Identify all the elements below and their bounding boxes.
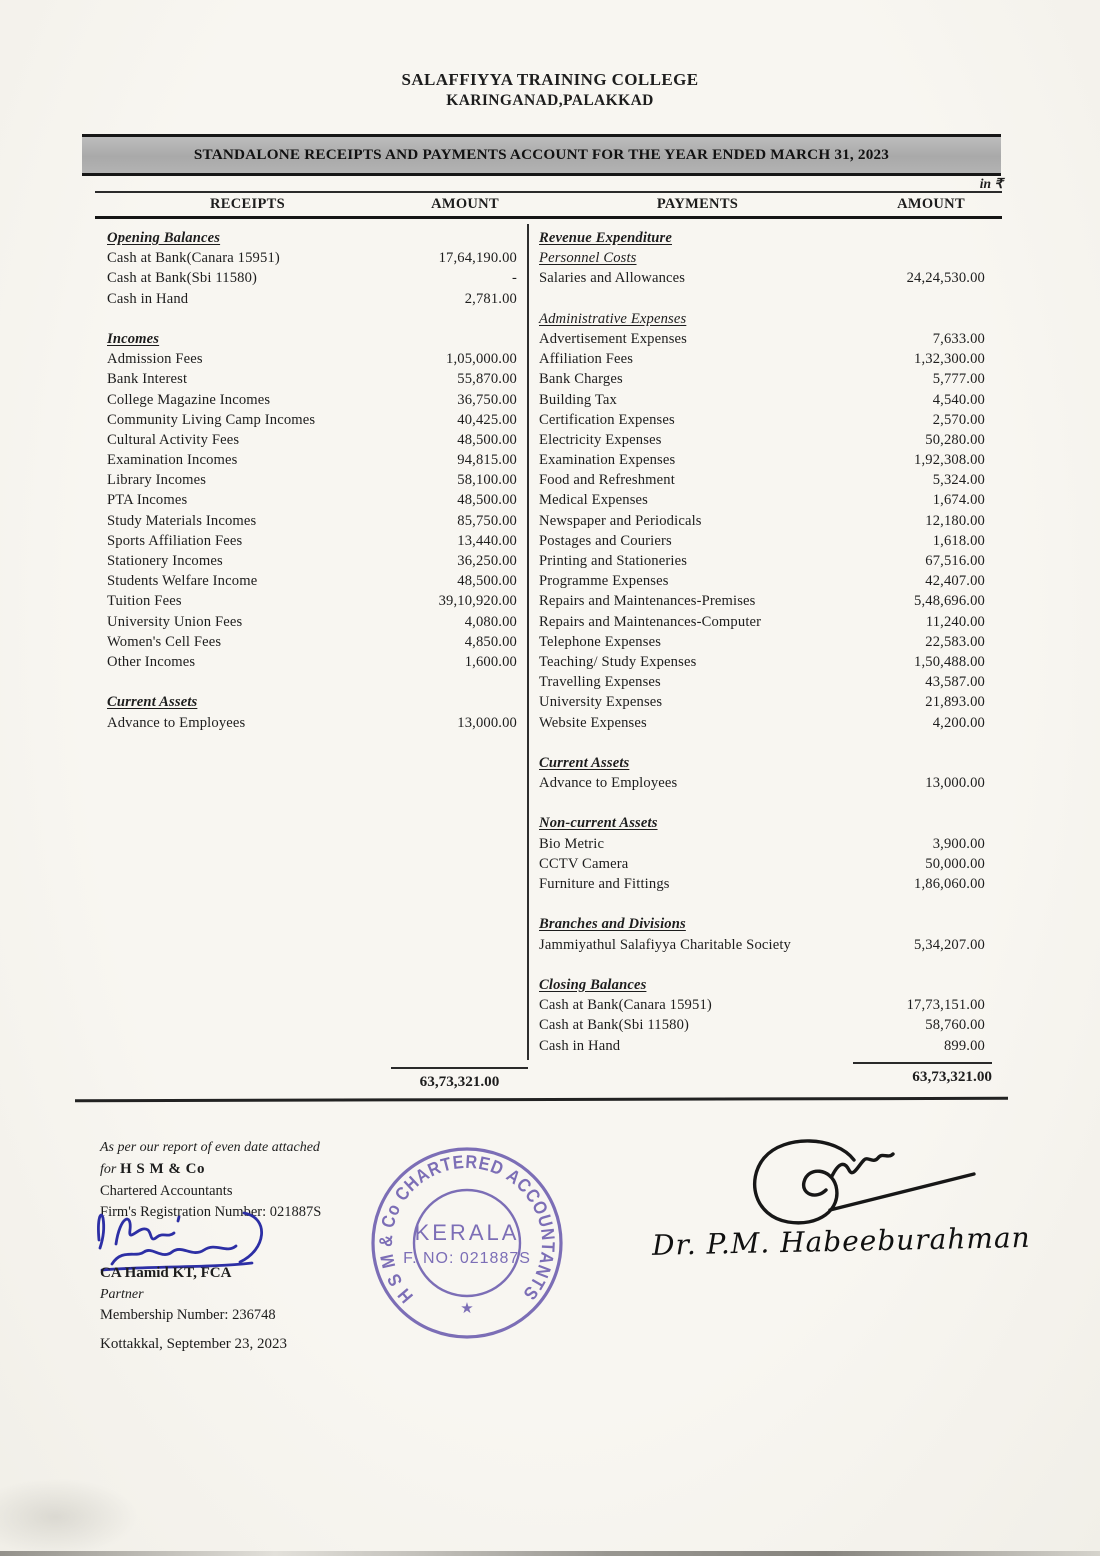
row-amount: 7,633.00 [932, 330, 985, 347]
row-amount: 1,32,300.00 [914, 351, 985, 368]
ledger-row [95, 713, 527, 733]
ledger-row [95, 430, 527, 450]
ledger-row [529, 591, 1005, 611]
ledger-row [529, 511, 1005, 531]
row-amount: 42,407.00 [925, 573, 985, 590]
row-label: Other Incomes [107, 653, 196, 670]
ledger-row [529, 470, 1005, 490]
column-header-payments-amount: AMOUNT [897, 196, 965, 212]
row-amount: 5,34,207.00 [914, 936, 985, 953]
stamp-center-line1: KERALA [414, 1220, 520, 1245]
scan-blotch-artifact [0, 1478, 138, 1556]
row-label: CCTV Camera [539, 855, 629, 872]
section-heading: Personnel Costs [539, 250, 637, 267]
ledger-row [529, 672, 1005, 692]
row-amount: 5,324.00 [932, 472, 985, 489]
row-amount: 4,200.00 [932, 714, 985, 731]
row-label: Programme Expenses [539, 573, 669, 590]
ledger-spacer-row [529, 955, 1005, 975]
ledger-heading-row [95, 329, 527, 349]
ledger-spacer-row [95, 309, 527, 329]
ledger-spacer-row [95, 672, 527, 692]
row-amount: 17,64,190.00 [438, 250, 517, 267]
ledger-row [529, 995, 1005, 1015]
firm-name: H S M & Co [119, 1161, 205, 1177]
ledger-row [529, 935, 1005, 955]
row-label: Sports Affiliation Fees [107, 532, 243, 549]
payments-total: 63,73,321.00 [853, 1062, 992, 1086]
ledger-row [529, 1036, 1005, 1056]
membership-number: Membership Number: 236748 [100, 1307, 276, 1323]
row-label: Postages and Couriers [539, 532, 672, 549]
row-amount: 21,893.00 [925, 694, 985, 711]
row-label: Advertisement Expenses [539, 330, 687, 347]
ledger-row [529, 874, 1005, 894]
stamp-center-line2: F. NO: 021887S [403, 1250, 531, 1267]
section-heading: Revenue Expenditure [539, 230, 672, 246]
row-amount: 2,781.00 [464, 290, 517, 307]
firm-registration-number: Firm's Registration Number: 021887S [100, 1204, 322, 1220]
ledger-row [529, 410, 1005, 430]
statement-title: STANDALONE RECEIPTS AND PAYMENTS ACCOUNT FOR THE YEAR ENDED MARCH 31, 2023 [193, 146, 890, 163]
row-label: Advance to Employees [107, 714, 246, 731]
row-label: Community Living Camp Incomes [107, 411, 316, 428]
row-amount: 1,50,488.00 [914, 653, 985, 670]
row-label: Teaching/ Study Expenses [539, 653, 697, 670]
header-rule-bottom [95, 216, 1002, 219]
row-amount: 94,815.00 [457, 452, 517, 469]
section-heading: Non-current Assets [539, 815, 658, 832]
header-rule-top [95, 191, 1002, 193]
row-label: Jammiyathul Salafiyya Charitable Society [539, 936, 792, 953]
ledger-row [529, 349, 1005, 369]
row-label: Women's Cell Fees [107, 633, 222, 650]
ledger-row [529, 571, 1005, 591]
row-amount: 4,540.00 [932, 391, 985, 408]
ledger-row [95, 268, 527, 288]
ledger-row [95, 248, 527, 268]
ledger-row [529, 612, 1005, 632]
row-label: Examination Incomes [107, 452, 238, 469]
ledger-row [529, 450, 1005, 470]
ledger-heading-row [529, 813, 1005, 833]
scan-bottom-edge [0, 1551, 1100, 1556]
ledger-row [529, 329, 1005, 349]
signatory-role: Partner [100, 1287, 144, 1302]
row-amount: 1,05,000.00 [446, 351, 517, 368]
row-label: Telephone Expenses [539, 633, 662, 650]
row-label: University Union Fees [107, 613, 243, 630]
ledger-row [95, 531, 527, 551]
section-heading: Administrative Expenses [539, 310, 687, 327]
row-label: University Expenses [539, 694, 663, 711]
row-label: Cash at Bank(Sbi 11580) [107, 270, 258, 287]
firm-type: Chartered Accountants [100, 1183, 233, 1199]
section-heading: Incomes [107, 330, 160, 347]
star-icon: ★ [460, 1301, 474, 1317]
stamp-ring-text: H S M & Co CHARTERED ACCOUNTANTS [374, 1150, 560, 1308]
row-amount: - [511, 270, 517, 287]
row-label: Study Materials Incomes [107, 512, 257, 529]
row-label: Cash in Hand [107, 290, 189, 307]
row-amount: 55,870.00 [457, 371, 517, 388]
ledger-row [95, 470, 527, 490]
ledger-row [95, 450, 527, 470]
firm-line [100, 1161, 205, 1178]
ledger-spacer-row [529, 793, 1005, 813]
row-label: Examination Expenses [539, 452, 676, 469]
row-label: Cash at Bank(Sbi 11580) [539, 1017, 690, 1034]
ledger-heading-row [529, 975, 1005, 995]
row-amount: 36,250.00 [457, 553, 517, 569]
ledger-row [529, 713, 1005, 733]
ledger-row [95, 349, 527, 369]
column-header-receipts-amount: AMOUNT [431, 196, 499, 212]
row-label: Certification Expenses [539, 411, 675, 428]
row-label: Bank Charges [539, 371, 623, 388]
row-amount: 11,240.00 [925, 613, 985, 630]
ledger-row [529, 369, 1005, 389]
ledger-heading-row [529, 248, 1005, 268]
ledger-row [95, 410, 527, 430]
table-bottom-rule [75, 1097, 1008, 1102]
row-label: Bank Interest [107, 371, 188, 388]
row-amount: 48,500.00 [457, 492, 517, 509]
row-amount: 24,24,530.00 [906, 270, 985, 287]
place-and-date: Kottakkal, September 23, 2023 [100, 1336, 288, 1352]
row-label: Furniture and Fittings [539, 876, 670, 892]
row-amount: 5,777.00 [932, 371, 985, 388]
row-label: Food and Refreshment [539, 472, 675, 489]
row-label: Library Incomes [107, 472, 207, 489]
ledger-row [95, 551, 527, 571]
college-location: KARINGANAD,PALAKKAD [446, 92, 654, 109]
row-label: Students Welfare Income [107, 573, 258, 590]
row-amount: 22,583.00 [925, 633, 985, 650]
row-label: Cash at Bank(Canara 15951) [107, 250, 280, 267]
row-amount: 36,750.00 [457, 391, 517, 408]
row-amount: 40,425.00 [457, 411, 517, 428]
ledger-row [95, 289, 527, 309]
ledger-heading-row [95, 228, 527, 248]
row-label: Printing and Stationeries [539, 553, 688, 569]
row-label: Admission Fees [107, 351, 203, 368]
ledger-row [95, 490, 527, 510]
ledger-heading-row [95, 692, 527, 712]
row-label: Salaries and Allowances [539, 270, 686, 287]
row-amount: 67,516.00 [925, 553, 985, 569]
row-amount: 5,48,696.00 [914, 593, 985, 610]
row-label: Repairs and Maintenances-Premises [539, 593, 756, 610]
ledger-spacer-row [529, 733, 1005, 753]
row-amount: 17,73,151.00 [906, 997, 985, 1014]
ledger-row [95, 571, 527, 591]
column-header-payments: PAYMENTS [656, 196, 739, 212]
row-amount: 4,850.00 [464, 633, 517, 650]
row-label: Cultural Activity Fees [107, 431, 240, 448]
ledger-row [529, 692, 1005, 712]
ledger-row [529, 531, 1005, 551]
ledger-row [529, 1015, 1005, 1035]
row-label: Bio Metric [539, 835, 605, 852]
signatory-name: CA Hamid KT, FCA [100, 1265, 232, 1281]
ledger-row [95, 591, 527, 611]
row-label: Repairs and Maintenances-Computer [539, 613, 762, 630]
row-label: Cash at Bank(Canara 15951) [539, 997, 712, 1014]
row-label: Electricity Expenses [539, 431, 662, 448]
ledger-row [529, 854, 1005, 874]
row-amount: 2,570.00 [932, 411, 985, 428]
column-header-receipts: RECEIPTS [210, 196, 285, 212]
row-amount: 48,500.00 [457, 431, 517, 448]
row-label: College Magazine Incomes [107, 391, 271, 408]
currency-note: in ₹ [979, 176, 1003, 191]
row-amount: 50,000.00 [925, 855, 985, 872]
ledger-row [95, 632, 527, 652]
ledger-heading-row [529, 228, 1005, 248]
row-label: Travelling Expenses [539, 674, 661, 691]
row-label: Building Tax [539, 391, 617, 408]
row-label: Website Expenses [539, 714, 647, 731]
payments-column [527, 224, 1005, 1060]
row-label: Medical Expenses [539, 492, 648, 509]
row-amount: 1,618.00 [932, 532, 985, 549]
row-amount: 48,500.00 [457, 573, 517, 590]
ledger-row [95, 511, 527, 531]
for-prefix: for [100, 1162, 117, 1177]
principal-name-handwritten: Dr. P.M. Habeeburahman [651, 1220, 1031, 1262]
row-amount: 13,000.00 [925, 775, 985, 792]
row-amount: 85,750.00 [457, 512, 517, 529]
receipts-total: 63,73,321.00 [391, 1067, 528, 1091]
section-heading: Current Assets [539, 754, 630, 771]
row-amount: 39,10,920.00 [438, 593, 517, 610]
row-amount: 50,280.00 [925, 431, 985, 448]
row-label: Affiliation Fees [539, 351, 634, 368]
row-label: Newspaper and Periodicals [539, 512, 702, 529]
section-heading: Current Assets [107, 694, 198, 711]
row-amount: 58,760.00 [925, 1017, 985, 1034]
ca-firm-stamp-seal [367, 1143, 567, 1343]
ledger-spacer-row [529, 289, 1005, 309]
auditor-signature [90, 1188, 300, 1276]
statement-title-banner [82, 134, 1001, 176]
row-amount: 13,000.00 [457, 714, 517, 731]
ledger-row [95, 612, 527, 632]
ledger-spacer-row [529, 894, 1005, 914]
ledger-row [529, 390, 1005, 410]
row-amount: 13,440.00 [457, 532, 517, 549]
row-amount: 12,180.00 [925, 512, 985, 529]
ledger-row [529, 430, 1005, 450]
ledger-row [529, 652, 1005, 672]
ledger-heading-row [529, 753, 1005, 773]
receipts-column [95, 228, 527, 733]
ledger-row [95, 369, 527, 389]
ledger-row [529, 834, 1005, 854]
row-amount: 4,080.00 [464, 613, 517, 630]
row-label: Advance to Employees [539, 775, 678, 792]
auditor-report-note: As per our report of even date attached [100, 1140, 320, 1155]
row-amount: 1,600.00 [464, 653, 517, 670]
section-heading: Opening Balances [107, 230, 221, 246]
row-label: Stationery Incomes [107, 553, 223, 569]
ledger-row [95, 390, 527, 410]
row-label: Tuition Fees [107, 593, 182, 610]
ledger-row [529, 551, 1005, 571]
row-amount: 3,900.00 [932, 835, 985, 852]
row-amount: 58,100.00 [457, 472, 517, 489]
section-heading: Branches and Divisions [539, 916, 686, 933]
row-amount: 1,86,060.00 [914, 876, 985, 892]
row-label: Cash in Hand [539, 1037, 621, 1054]
row-amount: 899.00 [943, 1037, 985, 1054]
row-amount: 1,92,308.00 [914, 452, 985, 469]
college-name: SALAFFIYYA TRAINING COLLEGE [401, 70, 699, 89]
ledger-row [529, 632, 1005, 652]
row-amount: 1,674.00 [932, 492, 985, 509]
row-label: PTA Incomes [107, 492, 188, 509]
row-amount: 43,587.00 [925, 674, 985, 691]
ledger-row [529, 268, 1005, 288]
ledger-row [529, 490, 1005, 510]
ledger-row [529, 773, 1005, 793]
section-heading: Closing Balances [539, 976, 647, 993]
ledger-heading-row [529, 914, 1005, 934]
ledger-row [95, 652, 527, 672]
ledger-heading-row [529, 309, 1005, 329]
